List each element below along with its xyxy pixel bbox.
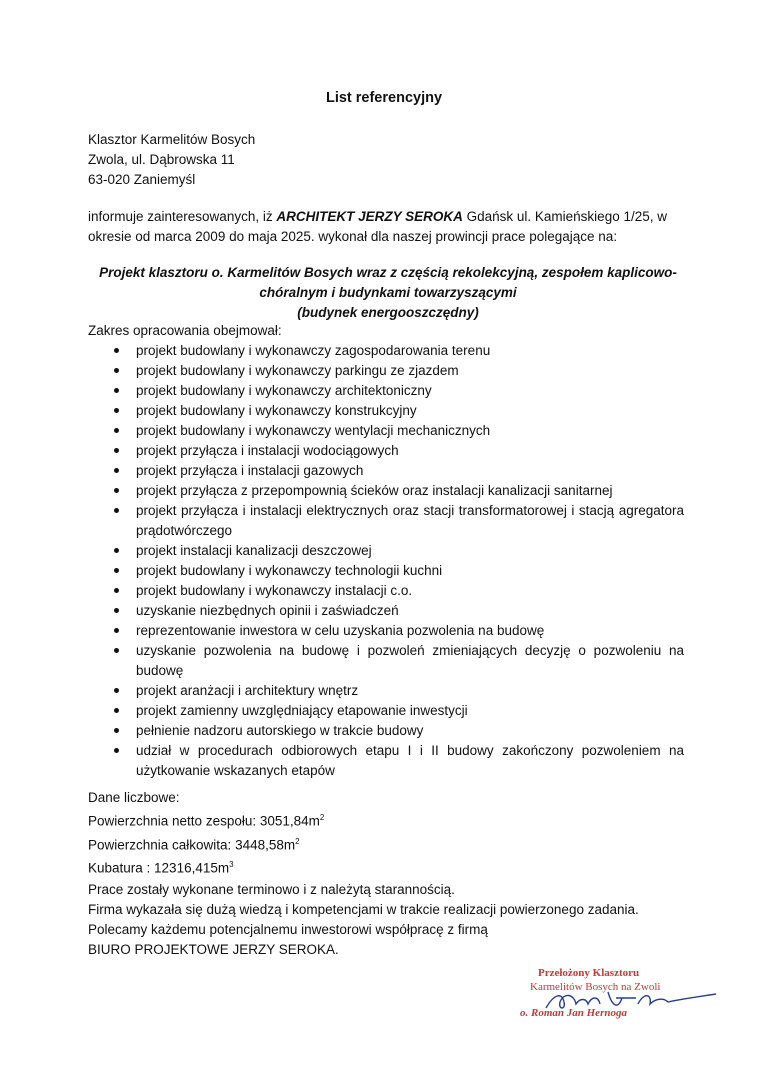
- closing-line-1: Prace zostały wykonane terminowo i z należytą starannością.: [88, 882, 455, 897]
- scope-heading: Zakres opracowania obejmował:: [88, 323, 282, 338]
- stamp-line-3: o. Roman Jan Hernoga: [520, 1007, 627, 1019]
- handwritten-signature: [540, 980, 720, 1020]
- list-item: projekt przyłącza i instalacji gazowych: [88, 461, 684, 481]
- address-line-2: Zwola, ul. Dąbrowska 11: [88, 152, 235, 167]
- closing-paragraph: [88, 880, 639, 960]
- list-item: projekt budowlany i wykonawczy konstrukcyjny: [88, 401, 684, 421]
- project-line-1: Projekt klasztoru o. Karmelitów Bosych wraz z częścią rekolekcyjną, zespołem kaplicowo-: [99, 265, 677, 280]
- intro-paragraph: [88, 207, 688, 247]
- project-line-3: (budynek energooszczędny): [297, 305, 479, 320]
- project-title: [88, 263, 688, 323]
- volume: [88, 855, 324, 879]
- scope-list: [88, 341, 684, 781]
- stamp-line-2: Karmelitów Bosych na Zwoli: [530, 981, 661, 993]
- list-item: projekt przyłącza i instalacji wodociągowych: [88, 441, 684, 461]
- intro-suffix: Gdańsk ul. Kamieńskiego 1/25, w okresie od marca 2009 do maja 2025. wykonał dla naszej prowincji prace polegające na:: [88, 209, 667, 244]
- volume-text: Kubatura : 12316,415m: [88, 860, 230, 876]
- list-item: projekt budowlany i wykonawczy parkingu ze zjazdem: [88, 361, 684, 381]
- list-item: projekt budowlany i wykonawczy technologii kuchni: [88, 561, 684, 581]
- list-item: projekt zamienny uwzględniający etapowanie inwestycji: [88, 701, 684, 721]
- list-item: projekt przyłącza z przepompownią ścieków oraz instalacji kanalizacji sanitarnej: [88, 481, 684, 501]
- net-area: [88, 808, 324, 832]
- list-item: projekt przyłącza i instalacji elektrycznych oraz stacji transformatorowej i stacją agregatora prądotwórczego: [88, 501, 684, 541]
- firm-name: ARCHITEKT JERZY SEROKA: [276, 209, 463, 224]
- total-area-text: Powierzchnia całkowita: 3448,58m: [88, 837, 296, 852]
- figures-block: [88, 788, 324, 879]
- figures-heading: Dane liczbowe:: [88, 790, 180, 805]
- total-area: [88, 832, 324, 856]
- list-item: uzyskanie niezbędnych opinii i zaświadczeń: [88, 601, 684, 621]
- net-area-text: Powierzchnia netto zespołu: 3051,84m: [88, 813, 320, 829]
- closing-line-4: BIURO PROJEKTOWE JERZY SEROKA.: [88, 942, 339, 957]
- superscript: 2: [295, 836, 300, 846]
- closing-line-3: Polecamy każdemu potencjalnemu inwestorowi współpracę z firmą: [88, 922, 488, 937]
- stamp-line-1: Przełożony Klasztoru: [538, 967, 640, 979]
- list-item: projekt budowlany i wykonawczy wentylacji mechanicznych: [88, 421, 684, 441]
- list-item: uzyskanie pozwolenia na budowę i pozwoleń zmieniających decyzję o pozwoleniu na budowę: [88, 641, 684, 681]
- list-item: projekt budowlany i wykonawczy architektoniczny: [88, 381, 684, 401]
- superscript: 2: [319, 813, 325, 822]
- list-item: pełnienie nadzoru autorskiego w trakcie budowy: [88, 721, 684, 741]
- list-item: projekt instalacji kanalizacji deszczowej: [88, 541, 684, 561]
- address-line-1: Klasztor Karmelitów Bosych: [88, 132, 256, 147]
- address-line-3: 63-020 Zaniemyśl: [88, 172, 196, 187]
- letter-title: List referencyjny: [325, 90, 443, 106]
- list-item: udział w procedurach odbiorowych etapu I i II budowy zakończony pozwoleniem na użytkowanie wskazanych etapów: [88, 741, 684, 781]
- list-item: reprezentowanie inwestora w celu uzyskania pozwolenia na budowę: [88, 621, 684, 641]
- list-item: projekt budowlany i wykonawczy zagospodarowania terenu: [88, 341, 684, 361]
- closing-line-2: Firma wykazała się dużą wiedzą i kompetencjami w trakcie realizacji powierzonego zadania.: [88, 902, 639, 917]
- superscript: 3: [229, 860, 234, 869]
- list-item: projekt budowlany i wykonawczy instalacji c.o.: [88, 581, 684, 601]
- list-item: projekt aranżacji i architektury wnętrz: [88, 681, 684, 701]
- sender-address: [88, 130, 255, 190]
- intro-prefix: informuje zainteresowanych, iż: [88, 209, 277, 224]
- project-line-2: chóralnym i budynkami towarzyszącymi: [259, 285, 517, 300]
